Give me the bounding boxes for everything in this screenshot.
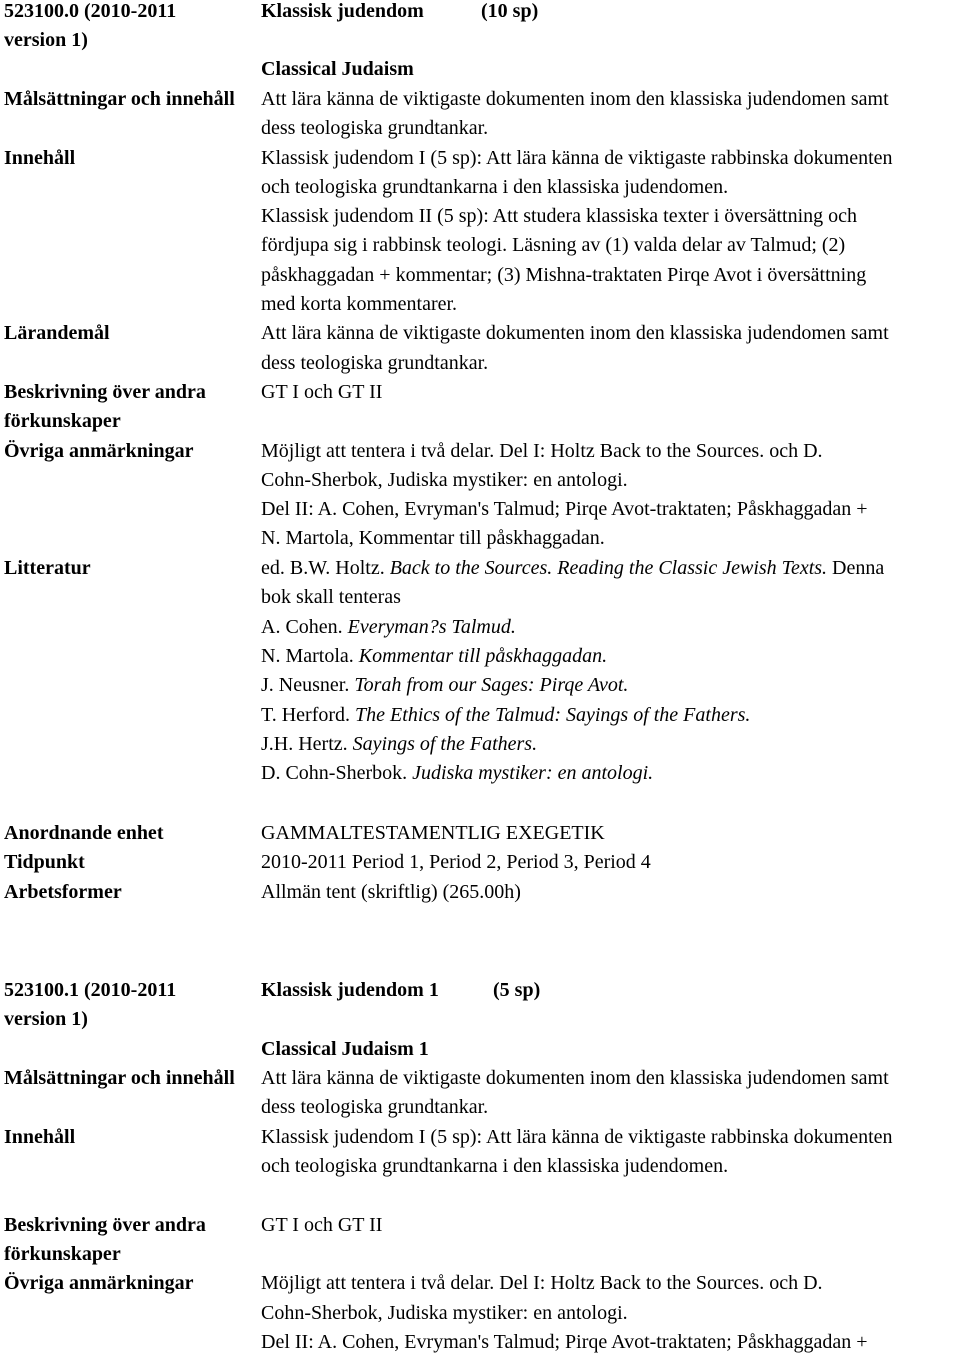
format-label: Arbetsformer: [4, 881, 122, 903]
notes-text: Del II: A. Cohen, Evryman's Talmud; Pirqe Avot-traktaten; Påskhaggadan +: [261, 1331, 868, 1353]
goals-text: Att lära känna de viktigaste dokumenten inom den klassiska judendomen samt: [261, 1067, 889, 1089]
course-english-title: Classical Judaism 1: [261, 1038, 429, 1060]
literature-entry: D. Cohn-Sherbok. Judiska mystiker: en antologi.: [261, 762, 654, 784]
literature-entry: J.H. Hertz. Sayings of the Fathers.: [261, 733, 538, 755]
unit-value: GAMMALTESTAMENTLIG EXEGETIK: [261, 822, 605, 844]
course-code: 523100.1 (2010-2011: [4, 979, 177, 1001]
content-text: påskhaggadan + kommentar; (3) Mishna-traktaten Pirqe Avot i översättning: [261, 264, 867, 286]
notes-label: Övriga anmärkningar: [4, 440, 194, 462]
notes-text: N. Martola, Kommentar till påskhaggadan.: [261, 527, 605, 549]
course-english-title: Classical Judaism: [261, 58, 414, 80]
literature-entry: J. Neusner. Torah from our Sages: Pirqe Avot.: [261, 674, 629, 696]
notes-text: Möjligt att tentera i två delar. Del I: Holtz Back to the Sources. och D.: [261, 440, 823, 462]
outcomes-text: Att lära känna de viktigaste dokumenten inom den klassiska judendomen samt: [261, 322, 889, 344]
prereq-label: Beskrivning över andra: [4, 381, 206, 403]
content-text: Klassisk judendom II (5 sp): Att studera klassiska texter i översättning och: [261, 205, 858, 227]
prereq-label: förkunskaper: [4, 1243, 121, 1265]
content-text: Klassisk judendom I (5 sp): Att lära känna de viktigaste rabbinska dokumenten: [261, 147, 893, 169]
notes-text: Cohn-Sherbok, Judiska mystiker: en antologi.: [261, 1302, 628, 1324]
course-title: Klassisk judendom: [261, 0, 424, 22]
course-credits: (5 sp): [493, 979, 541, 1001]
time-value: 2010-2011 Period 1, Period 2, Period 3, Period 4: [261, 851, 651, 873]
content-label: Innehåll: [4, 147, 76, 169]
literature-entry: ed. B.W. Holtz. Back to the Sources. Reading the Classic Jewish Texts. Denna: [261, 557, 885, 579]
notes-text: Möjligt att tentera i två delar. Del I: Holtz Back to the Sources. och D.: [261, 1272, 823, 1294]
content-text: fördjupa sig i rabbinsk teologi. Läsning av (1) valda delar av Talmud; (2): [261, 234, 846, 256]
literature-entry: T. Herford. The Ethics of the Talmud: Sayings of the Fathers.: [261, 704, 751, 726]
goals-label: Målsättningar och innehåll: [4, 1067, 235, 1089]
content-label: Innehåll: [4, 1126, 76, 1148]
outcomes-label: Lärandemål: [4, 322, 110, 344]
literature-entry: N. Martola. Kommentar till påskhaggadan.: [261, 645, 608, 667]
course-credits: (10 sp): [481, 0, 539, 22]
course-version: version 1): [4, 29, 88, 51]
course-version: version 1): [4, 1008, 88, 1030]
literature-entry: A. Cohen. Everyman?s Talmud.: [261, 616, 516, 638]
unit-label: Anordnande enhet: [4, 822, 164, 844]
content-text: och teologiska grundtankarna i den klassiska judendomen.: [261, 1155, 729, 1177]
prereq-label: förkunskaper: [4, 410, 121, 432]
notes-text: Cohn-Sherbok, Judiska mystiker: en antologi.: [261, 469, 628, 491]
goals-text: dess teologiska grundtankar.: [261, 117, 489, 139]
notes-text: Del II: A. Cohen, Evryman's Talmud; Pirqe Avot-traktaten; Påskhaggadan +: [261, 498, 868, 520]
content-text: med korta kommentarer.: [261, 293, 458, 315]
content-text: Klassisk judendom I (5 sp): Att lära känna de viktigaste rabbinska dokumenten: [261, 1126, 893, 1148]
goals-label: Målsättningar och innehåll: [4, 88, 235, 110]
content-text: och teologiska grundtankarna i den klassiska judendomen.: [261, 176, 729, 198]
format-value: Allmän tent (skriftlig) (265.00h): [261, 881, 521, 903]
prereq-label: Beskrivning över andra: [4, 1214, 206, 1236]
goals-text: Att lära känna de viktigaste dokumenten inom den klassiska judendomen samt: [261, 88, 889, 110]
course-code: 523100.0 (2010-2011: [4, 0, 177, 22]
literature-entry: bok skall tenteras: [261, 586, 401, 608]
time-label: Tidpunkt: [4, 851, 85, 873]
literature-label: Litteratur: [4, 557, 91, 579]
outcomes-text: dess teologiska grundtankar.: [261, 352, 489, 374]
goals-text: dess teologiska grundtankar.: [261, 1096, 489, 1118]
prereq-value: GT I och GT II: [261, 381, 383, 403]
prereq-value: GT I och GT II: [261, 1214, 383, 1236]
notes-label: Övriga anmärkningar: [4, 1272, 194, 1294]
course-title: Klassisk judendom 1: [261, 979, 439, 1001]
